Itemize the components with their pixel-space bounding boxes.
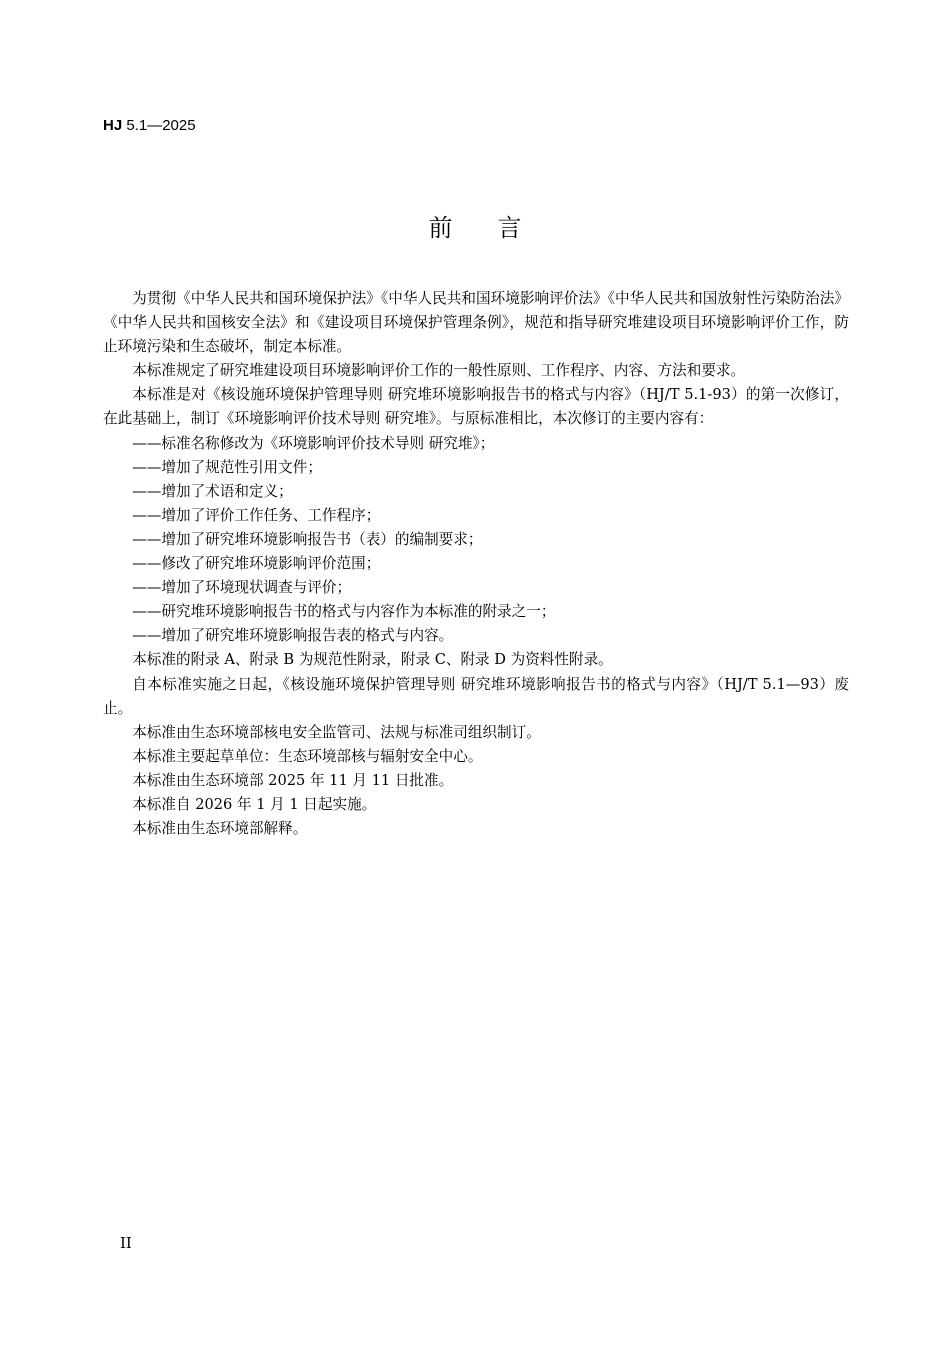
standard-code: HJ [103,117,123,134]
change-item: ——增加了规范性引用文件； [132,458,322,476]
paragraph-revision: 本标准是对《核设施环境保护管理导则 研究堆环境影响报告书的格式与内容》（HJ/T 5.1-93）的第一次修订，在此基础上，制订《环境影响评价技术导则 研究堆》。与原标准相比，本次修订的主要内容有： [103,386,849,428]
paragraph-approval: 本标准由生态环境部 2025 年 11 月 11 日批准。 [132,771,454,789]
page-title: 前言 [428,214,567,242]
paragraph-interpretation: 本标准由生态环境部解释。 [132,820,308,838]
change-item: ——增加了术语和定义； [132,482,293,500]
paragraph-abolish: 自本标准实施之日起，《核设施环境保护管理导则 研究堆环境影响报告书的格式与内容》（HJ/T 5.1—93）废止。 [103,675,849,717]
paragraph-organizer: 本标准由生态环境部核电安全监管司、法规与标准司组织制订。 [132,723,541,741]
page-number: II [120,1234,132,1252]
change-item: ——增加了研究堆环境影响报告书（表）的编制要求； [132,530,483,548]
paragraph-scope: 本标准规定了研究堆建设项目环境影响评价工作的一般性原则、工作程序、内容、方法和要求。 [132,362,746,380]
change-item: ——增加了研究堆环境影响报告表的格式与内容。 [132,627,454,645]
foreword-body [103,287,849,841]
change-item: ——标准名称修改为《环境影响评价技术导则 研究堆》； [132,434,495,452]
change-item: ——增加了评价工作任务、工作程序； [132,506,381,524]
paragraph-drafter: 本标准主要起草单位：生态环境部核与辐射安全中心。 [132,747,483,765]
standard-number: 5.1—2025 [126,117,196,134]
change-item: ——增加了环境现状调查与评价； [132,579,352,597]
change-item: ——修改了研究堆环境影响评价范围； [132,555,381,573]
paragraph-purpose: 为贯彻《中华人民共和国环境保护法》《中华人民共和国环境影响评价法》《中华人民共和国放射性污染防治法》《中华人民共和国核安全法》和《建设项目环境保护管理条例》，规范和指导研究堆建设项目环境影响评价工作，防止环境污染和生态破坏，制定本标准。 [103,290,849,356]
change-item: ——研究堆环境影响报告书的格式与内容作为本标准的附录之一； [132,603,556,621]
paragraph-appendix: 本标准的附录 A、附录 B 为规范性附录，附录 C、附录 D 为资料性附录。 [132,651,613,669]
paragraph-effective: 本标准自 2026 年 1 月 1 日起实施。 [132,795,377,813]
document-header [103,117,196,134]
